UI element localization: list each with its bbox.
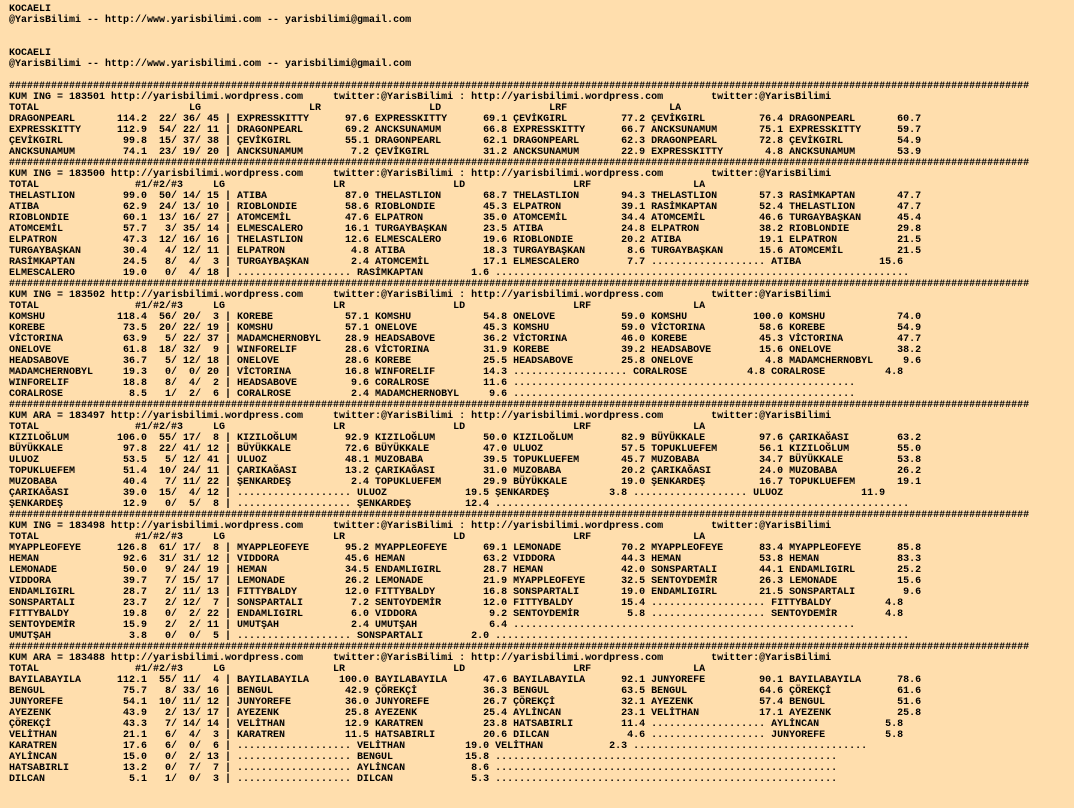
result-row: VİCTORINA 63.9 5/ 22/ 37 | MADAMCHERNOBYL 28.9 HEADSABOVE 36.2 VİCTORINA 46.0 KOREBE 45.3 VİCTORINA 47.7 [9,334,922,345]
result-row: TURGAYBAŞKAN 30.4 4/ 12/ 11 | ELPATRON 4.8 ATIBA 18.3 TURGAYBAŞKAN 8.6 TURGAYBAŞKAN 15.6 ATOMCEMİL 21.5 [9,246,922,257]
result-row: HEMAN 92.6 31/ 31/ 12 | VIDDORA 45.6 HEMAN 63.2 VIDDORA 44.3 HEMAN 53.8 HEMAN 83.3 [9,554,922,565]
result-row: SENTOYDEMİR 15.9 2/ 2/ 11 | UMUTŞAH 2.4 UMUTŞAH 6.4 ......................................................... [9,620,856,631]
race-header-line: KUM ING = 183500 http://yarisbilimi.wordpress.com twitter:@YarisBilimi : http://yarisbilimi.wordpress.com twitter:@YarisBilimi [9,169,832,180]
result-row: BENGUL 75.7 8/ 33/ 16 | BENGUL 42.9 ÇÖREKÇİ 36.3 BENGUL 63.5 BENGUL 64.6 ÇÖREKÇİ 61.6 [9,686,922,697]
column-header-line: TOTAL #1/#2/#3 LG LR LD LRF LA [9,180,706,191]
result-row: HEADSABOVE 36.7 5/ 12/ 18 | ONELOVE 28.6 KOREBE 25.5 HEADSABOVE 25.8 ONELOVE 4.8 MADAMCHERNOBYL 9.6 [9,356,922,367]
result-row: SONSPARTALI 23.7 2/ 12/ 7 | SONSPARTALI 7.2 SENTOYDEMİR 12.0 FITTYBALDY 15.4 ................... FITTYBALDY 4.8 [9,598,904,609]
result-row: ONELOVE 61.8 18/ 32/ 9 | WINFORELIF 28.6 VİCTORINA 31.9 KOREBE 39.2 HEADSABOVE 15.6 ONELOVE 38.2 [9,345,922,356]
result-row: RASİMKAPTAN 24.5 8/ 4/ 3 | TURGAYBAŞKAN 2.4 ATOMCEMİL 17.1 ELMESCALERO 7.7 ................... ATIBA 15.6 [9,257,904,268]
separator-line: ########################################################################################################################################################################## [9,279,1030,290]
result-row: ÇEVİKGIRL 99.8 15/ 37/ 38 | ÇEVİKGIRL 55.1 DRAGONPEARL 62.1 DRAGONPEARL 62.3 DRAGONPEARL 72.8 ÇEVİKGIRL 54.9 [9,136,922,147]
result-row: VELİTHAN 21.1 6/ 4/ 3 | KARATREN 11.5 HATSABIRLI 20.6 DILCAN 4.6 ................... JUNYOREFE 5.8 [9,730,904,741]
column-header-line: TOTAL #1/#2/#3 LG LR LD LRF LA [9,422,706,433]
result-row: MADAMCHERNOBYL 19.3 0/ 0/ 20 | VİCTORINA 16.8 WINFORELIF 14.3 ................... CORALROSE 4.8 CORALROSE 4.8 [9,367,904,378]
result-row: MUZOBABA 40.4 7/ 11/ 22 | ŞENKARDEŞ 2.4 TOPUKLUEFEM 29.9 BÜYÜKKALE 19.0 ŞENKARDEŞ 16.7 TOPUKLUEFEM 19.1 [9,477,922,488]
result-row: DRAGONPEARL 114.2 22/ 36/ 45 | EXPRESSKITTY 97.6 EXPRESSKITTY 69.1 ÇEVİKGIRL 77.2 ÇEVİKGIRL 76.4 DRAGONPEARL 60.7 [9,114,922,125]
result-row: KIZILOĞLUM 106.0 55/ 17/ 8 | KIZILOĞLUM 92.9 KIZILOĞLUM 50.0 KIZILOĞLUM 82.9 BÜYÜKKALE 97.6 ÇARIKAĞASI 63.2 [9,433,922,444]
result-row: BÜYÜKKALE 97.8 22/ 41/ 12 | BÜYÜKKALE 72.6 BÜYÜKKALE 47.0 ULUOZ 57.5 TOPUKLUEFEM 56.1 KIZILOĞLUM 55.0 [9,444,922,455]
result-row: KOREBE 73.5 20/ 22/ 19 | KOMSHU 57.1 ONELOVE 45.3 KOMSHU 59.0 VİCTORINA 58.6 KOREBE 54.9 [9,323,922,334]
result-row: ÇÖREKÇİ 43.3 7/ 14/ 14 | VELİTHAN 12.9 KARATREN 23.8 HATSABIRLI 11.4 ................... AYLİNCAN 5.8 [9,719,904,730]
separator-line: ########################################################################################################################################################################## [9,400,1030,411]
result-row: ENDAMLIGIRL 28.7 2/ 11/ 13 | FITTYBALDY 12.0 FITTYBALDY 16.8 SONSPARTALI 19.0 ENDAMLIGIRL 21.5 SONSPARTALI 9.6 [9,587,922,598]
race-header-line: KUM ARA = 183488 http://yarisbilimi.wordpress.com twitter:@YarisBilimi : http://yarisbilimi.wordpress.com twitter:@YarisBilimi [9,653,832,664]
result-row: ELMESCALERO 19.0 0/ 4/ 18 | ................... RASİMKAPTAN 1.6 ..................................................................... [9,268,910,279]
separator-line: ########################################################################################################################################################################## [9,510,1030,521]
result-row: WINFORELIF 18.8 8/ 4/ 2 | HEADSABOVE 9.6 CORALROSE 11.6 ......................................................... [9,378,856,389]
header-line: KOCAELI [9,48,52,59]
result-row: BAYILABAYILA 112.1 55/ 11/ 4 | BAYILABAYILA 100.0 BAYILABAYILA 47.6 BAYILABAYILA 92.1 JUNYOREFE 90.1 BAYILABAYILA 78.6 [9,675,922,686]
result-row: ULUOZ 53.5 5/ 12/ 41 | ULUOZ 48.1 MUZOBABA 39.5 TOPUKLUEFEM 45.7 MUZOBABA 34.7 BÜYÜKKALE 53.8 [9,455,922,466]
result-row: ŞENKARDEŞ 12.9 0/ 5/ 8 | ................... ŞENKARDEŞ 12.4 ..................................................................... [9,499,910,510]
header-line: KOCAELI [9,4,52,15]
result-row: VIDDORA 39.7 7/ 15/ 17 | LEMONADE 26.2 LEMONADE 21.9 MYAPPLEOFEYE 32.5 SENTOYDEMİR 26.3 LEMONADE 15.6 [9,576,922,587]
result-row: FITTYBALDY 19.8 0/ 2/ 22 | ENDAMLIGIRL 6.0 VIDDORA 9.2 SENTOYDEMİR 5.8 ................... SENTOYDEMİR 4.8 [9,609,904,620]
result-row: HATSABIRLI 13.2 0/ 7/ 7 | ................... AYLİNCAN 8.6 ......................................................... [9,763,838,774]
result-row: ÇARIKAĞASI 39.0 15/ 4/ 12 | ................... ULUOZ 19.5 ŞENKARDEŞ 3.8 ................... ULUOZ 11.9 [9,488,886,499]
result-row: CORALROSE 8.5 1/ 2/ 6 | CORALROSE 2.4 MADAMCHERNOBYL 9.6 ......................................................... [9,389,856,400]
result-row: ANCKSUNAMUM 74.1 23/ 19/ 20 | ANCKSUNAMUM 7.2 ÇEVİKGIRL 31.2 ANCKSUNAMUM 22.9 EXPRESSKITTY 4.8 ANCKSUNAMUM 53.9 [9,147,922,158]
result-row: LEMONADE 50.0 9/ 24/ 19 | HEMAN 34.5 ENDAMLIGIRL 28.7 HEMAN 42.0 SONSPARTALI 44.1 ENDAMLIGIRL 25.2 [9,565,922,576]
result-row: THELASTLION 99.0 50/ 14/ 15 | ATIBA 87.0 THELASTLION 68.7 THELASTLION 94.3 THELASTLION 57.3 RASİMKAPTAN 47.7 [9,191,922,202]
result-row: RIOBLONDIE 60.1 13/ 16/ 27 | ATOMCEMİL 47.6 ELPATRON 35.0 ATOMCEMİL 34.4 ATOMCEMİL 46.6 TURGAYBAŞKAN 45.4 [9,213,922,224]
result-row: AYLİNCAN 15.0 0/ 2/ 13 | ................... BENGUL 15.8 ......................................................... [9,752,838,763]
separator-line: ########################################################################################################################################################################## [9,158,1030,169]
race-header-line: KUM ING = 183502 http://yarisbilimi.wordpress.com twitter:@YarisBilimi : http://yarisbilimi.wordpress.com twitter:@YarisBilimi [9,290,832,301]
column-header-line: TOTAL #1/#2/#3 LG LR LD LRF LA [9,532,706,543]
race-header-line: KUM ING = 183501 http://yarisbilimi.wordpress.com twitter:@YarisBilimi : http://yarisbilimi.wordpress.com twitter:@YarisBilimi [9,92,832,103]
column-header-line: TOTAL LG LR LD LRF LA [9,103,682,114]
result-row: AYEZENK 43.9 2/ 13/ 17 | AYEZENK 25.8 AYEZENK 25.4 AYLİNCAN 23.1 VELİTHAN 17.1 AYEZENK 25.8 [9,708,922,719]
result-row: EXPRESSKITTY 112.9 54/ 22/ 11 | DRAGONPEARL 69.2 ANCKSUNAMUM 66.8 EXPRESSKITTY 66.7 ANCKSUNAMUM 75.1 EXPRESSKITTY 59.7 [9,125,922,136]
result-row: ELPATRON 47.3 12/ 16/ 16 | THELASTLION 12.6 ELMESCALERO 19.6 RIOBLONDIE 20.2 ATIBA 19.1 ELPATRON 21.5 [9,235,922,246]
result-row: TOPUKLUEFEM 51.4 10/ 24/ 11 | ÇARIKAĞASI 13.2 ÇARIKAĞASI 31.0 MUZOBABA 20.2 ÇARIKAĞASI 24.0 MUZOBABA 26.2 [9,466,922,477]
column-header-line: TOTAL #1/#2/#3 LG LR LD LRF LA [9,301,706,312]
result-row: JUNYOREFE 54.1 10/ 11/ 12 | JUNYOREFE 36.0 JUNYOREFE 26.7 ÇÖREKÇİ 32.1 AYEZENK 57.4 BENGUL 51.6 [9,697,922,708]
header-line: @YarisBilimi -- http://www.yarisbilimi.com -- yarisbilimi@gmail.com [9,59,412,70]
result-row: KARATREN 17.6 6/ 0/ 6 | ................... VELİTHAN 19.0 VELİTHAN 2.3 ....................................... [9,741,868,752]
result-row: DILCAN 5.1 1/ 0/ 3 | ................... DILCAN 5.3 ......................................................... [9,774,838,785]
result-row: ATOMCEMİL 57.7 3/ 35/ 14 | ELMESCALERO 16.1 TURGAYBAŞKAN 23.5 ATIBA 24.8 ELPATRON 38.2 RIOBLONDIE 29.8 [9,224,922,235]
race-header-line: KUM ING = 183498 http://yarisbilimi.wordpress.com twitter:@YarisBilimi : http://yarisbilimi.wordpress.com twitter:@YarisBilimi [9,521,832,532]
header-line: @YarisBilimi -- http://www.yarisbilimi.com -- yarisbilimi@gmail.com [9,15,412,26]
separator-line: ########################################################################################################################################################################## [9,81,1030,92]
result-row: UMUTŞAH 3.8 0/ 0/ 5 | ................... SONSPARTALI 2.0 ..................................................................... [9,631,910,642]
result-row: MYAPPLEOFEYE 126.8 61/ 17/ 8 | MYAPPLEOFEYE 95.2 MYAPPLEOFEYE 69.1 LEMONADE 70.2 MYAPPLEOFEYE 83.4 MYAPPLEOFEYE 85.8 [9,543,922,554]
separator-line: ########################################################################################################################################################################## [9,642,1030,653]
result-row: KOMSHU 118.4 56/ 20/ 3 | KOREBE 57.1 KOMSHU 54.8 ONELOVE 59.0 KOMSHU 100.0 KOMSHU 74.0 [9,312,922,323]
result-row: ATIBA 62.9 24/ 13/ 10 | RIOBLONDIE 58.6 RIOBLONDIE 45.3 ELPATRON 39.1 RASİMKAPTAN 52.4 THELASTLION 47.7 [9,202,922,213]
column-header-line: TOTAL #1/#2/#3 LG LR LD LRF LA [9,664,706,675]
race-header-line: KUM ARA = 183497 http://yarisbilimi.wordpress.com twitter:@YarisBilimi : http://yarisbilimi.wordpress.com twitter:@YarisBilimi [9,411,832,422]
